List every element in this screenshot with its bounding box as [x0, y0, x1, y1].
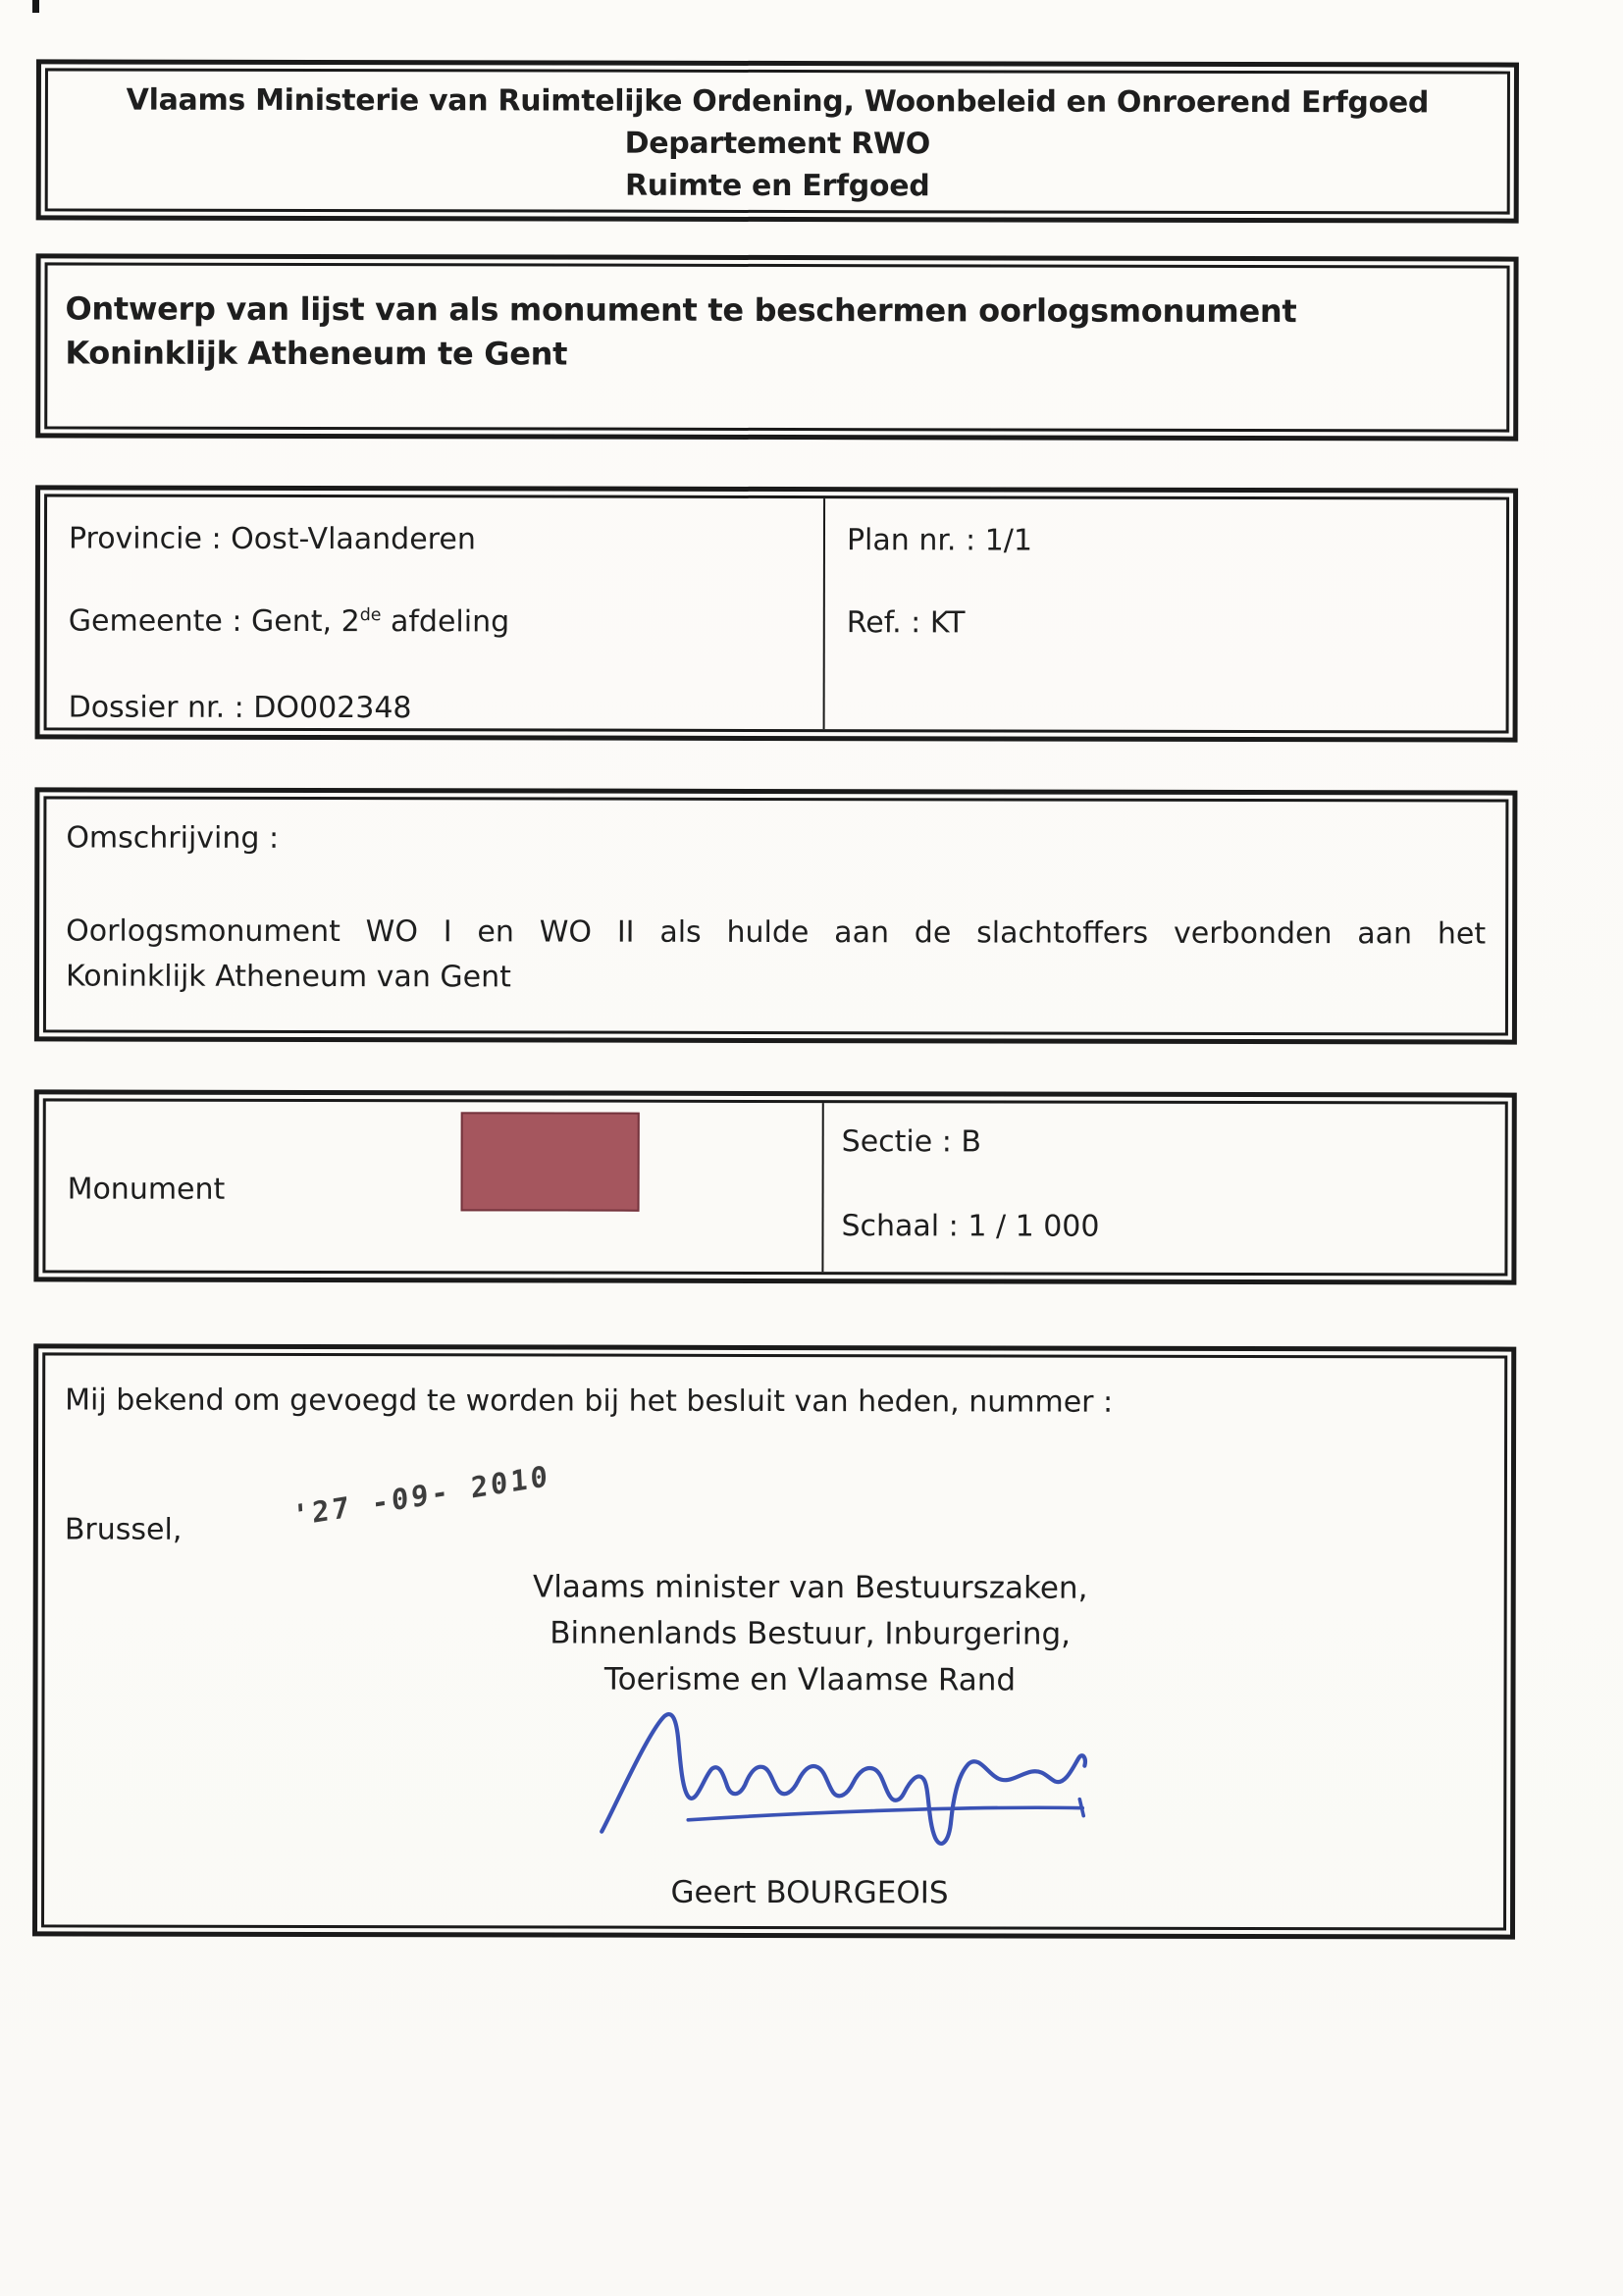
division-name: Ruimte en Erfgoed: [624, 168, 930, 204]
minister-title-line2: Binnenlands Bestuur, Inburgering,: [550, 1615, 1072, 1652]
gemeente-text: Gemeente : Gent, 2: [68, 603, 360, 640]
description-label: Omschrijving :: [66, 820, 280, 856]
gemeente-ordinal-suffix: de: [359, 605, 382, 626]
document-content: [32, 59, 1519, 1939]
signature-box: [32, 1343, 1516, 1939]
monument-color-swatch: [461, 1112, 640, 1211]
ministry-header-inner: [45, 68, 1510, 214]
signature-underline-stroke: [688, 1799, 1083, 1821]
ministry-name: Vlaams Ministerie van Ruimtelijke Ordening, Woonbeleid en Onroerend Erfgoed: [126, 82, 1430, 121]
scan-edge-artifact: [32, 0, 39, 13]
decree-statement: Mij bekend om gevoegd te worden bij het besluit van heden, nummer :: [65, 1383, 1114, 1420]
department-name: Departement RWO: [624, 126, 931, 162]
place-label: Brussel,: [64, 1512, 183, 1547]
document-title-line1: Ontwerp van lijst van als monument te beschermen oorlogsmonument: [65, 289, 1297, 331]
signature-inner: [41, 1352, 1507, 1930]
dossier-field: Dossier nr. : DO002348: [68, 690, 412, 726]
legend-monument-label: Monument: [67, 1172, 226, 1207]
legend-box: [33, 1089, 1516, 1284]
ref-field: Ref. : KT: [846, 605, 966, 641]
description-text-line2: Koninklijk Atheneum van Gent: [66, 959, 511, 995]
schaal-field: Schaal : 1 / 1 000: [841, 1209, 1100, 1244]
minister-title-line3: Toerisme en Vlaamse Rand: [603, 1661, 1017, 1698]
description-text: [66, 909, 1486, 1002]
location-info-right-cell: [825, 498, 1506, 730]
ministry-header-box: [36, 59, 1519, 223]
signer-name: Geert BOURGEOIS: [670, 1874, 949, 1911]
gemeente-field: [69, 602, 509, 641]
description-text-line1: Oorlogsmonument WO I en WO II als hulde aan de slachtoffers verbonden aan het: [66, 913, 1487, 952]
gemeente-text-tail: afdeling: [381, 604, 510, 640]
handwritten-signature: [594, 1702, 1124, 1851]
plan-nr-field: Plan nr. : 1/1: [846, 523, 1032, 558]
sectie-field: Sectie : B: [841, 1124, 982, 1160]
legend-inner: [42, 1098, 1507, 1276]
date-stamp: '27 -09- 2010: [291, 1458, 551, 1534]
description-box: [34, 787, 1518, 1044]
location-info-left-cell: [47, 496, 825, 729]
document-title-box: [35, 253, 1518, 441]
provincie-field: Provincie : Oost-Vlaanderen: [68, 521, 476, 557]
description-inner: [43, 796, 1509, 1035]
location-info-inner: [44, 494, 1510, 733]
signature-stroke: [602, 1714, 1085, 1844]
minister-title-line1: Vlaams minister van Bestuurszaken,: [532, 1569, 1088, 1606]
location-info-box: [35, 485, 1519, 742]
legend-right-cell: [823, 1103, 1504, 1273]
document-title-inner: [44, 262, 1509, 432]
legend-left-cell: [45, 1101, 823, 1272]
minister-title: [456, 1564, 1163, 1704]
document-title-line2: Koninklijk Atheneum te Gent: [65, 334, 568, 373]
